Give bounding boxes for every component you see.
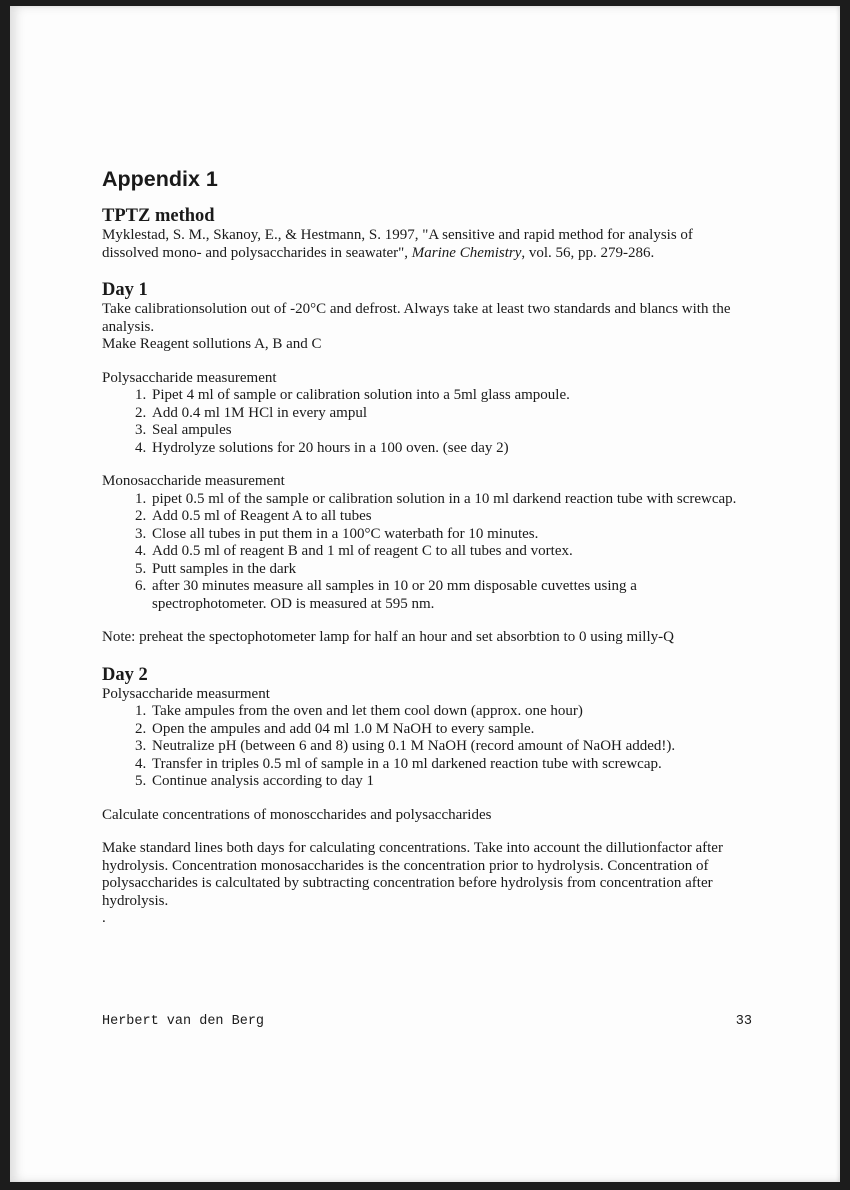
list-item: 6. after 30 minutes measure all samples in 10 or 20 mm disposable cuvettes using a spectrophotometer. OD is measured at 595 nm. — [150, 578, 752, 613]
poly-steps-list — [102, 387, 752, 457]
page-footer — [102, 1014, 752, 1029]
list-item: 5. Putt samples in the dark — [150, 561, 752, 579]
day1-intro: Take calibrationsolution out of -20°C and defrost. Always take at least two standards and blancs with the analysis. — [102, 301, 731, 335]
list-item: 1. Pipet 4 ml of sample or calibration solution into a 5ml glass ampoule. — [150, 387, 752, 405]
list-item: 1. Take ampules from the oven and let them cool down (approx. one hour) — [150, 703, 752, 721]
citation-tail: , vol. 56, pp. 279-286. — [521, 244, 655, 261]
page-content — [102, 166, 752, 928]
list-item: 4. Add 0.5 ml of reagent B and 1 ml of reagent C to all tubes and vortex. — [150, 543, 752, 561]
list-item: 3. Close all tubes in put them in a 100°C waterbath for 10 minutes. — [150, 526, 752, 544]
page-number: 33 — [735, 1014, 752, 1029]
day1-heading: Day 1 — [102, 280, 148, 300]
final-paragraph: Make standard lines both days for calculating concentrations. Take into account the dillutionfactor after hydrolysis. Concentration monosaccharides is the concentration prior to hydrolysis. Concentration of polysaccharides is calcultated by subtracting concentration before hydrolysis from concentration after hydrolysis. — [102, 840, 723, 909]
day2-heading: Day 2 — [102, 664, 148, 685]
citation-journal: Marine Chemistry — [411, 244, 522, 261]
day2-steps-list — [102, 703, 752, 791]
list-item: 1. pipet 0.5 ml of the sample or calibration solution in a 10 ml darkend reaction tube with screwcap. — [150, 491, 752, 509]
list-item: 4. Transfer in triples 0.5 ml of sample in a 10 ml darkened reaction tube with screwcap. — [150, 756, 752, 774]
trailing-dot: . — [102, 910, 106, 926]
list-item: 4. Hydrolyze solutions for 20 hours in a 100 oven. (see day 2) — [150, 440, 752, 458]
day1-reagents: Make Reagent sollutions A, B and C — [102, 336, 322, 352]
note: Note: preheat the spectophotometer lamp for half an hour and set absorbtion to 0 using milly-Q — [102, 629, 674, 645]
tptz-heading: TPTZ method — [102, 206, 215, 226]
document-page — [10, 6, 840, 1182]
list-item: 5. Continue analysis according to day 1 — [150, 773, 752, 791]
day2-poly-heading: Polysaccharide measurment — [102, 685, 270, 702]
list-item: 2. Open the ampules and add 04 ml 1.0 M NaOH to every sample. — [150, 721, 752, 739]
citation — [102, 227, 752, 262]
footer-author: Herbert van den Berg — [102, 1014, 265, 1029]
mono-steps-list — [102, 491, 752, 614]
list-item: 3. Seal ampules — [150, 422, 752, 440]
appendix-title: Appendix 1 — [102, 167, 218, 191]
list-item: 2. Add 0.5 ml of Reagent A to all tubes — [150, 508, 752, 526]
list-item: 2. Add 0.4 ml 1M HCl in every ampul — [150, 405, 752, 423]
mono-measurement-heading: Monosaccharide measurement — [102, 473, 285, 489]
poly-measurement-heading: Polysaccharide measurement — [102, 369, 277, 386]
list-item: 3. Neutralize pH (between 6 and 8) using 0.1 M NaOH (record amount of NaOH added!). — [150, 738, 752, 756]
calculate-line: Calculate concentrations of monosccharides and polysaccharides — [102, 806, 492, 823]
citation-text: Myklestad, S. M., Skanoy, E., & Hestmann, S. 1997, "A sensitive and rapid method for analysis of dissolved mono- and polysaccharides in seawater", — [102, 227, 693, 261]
